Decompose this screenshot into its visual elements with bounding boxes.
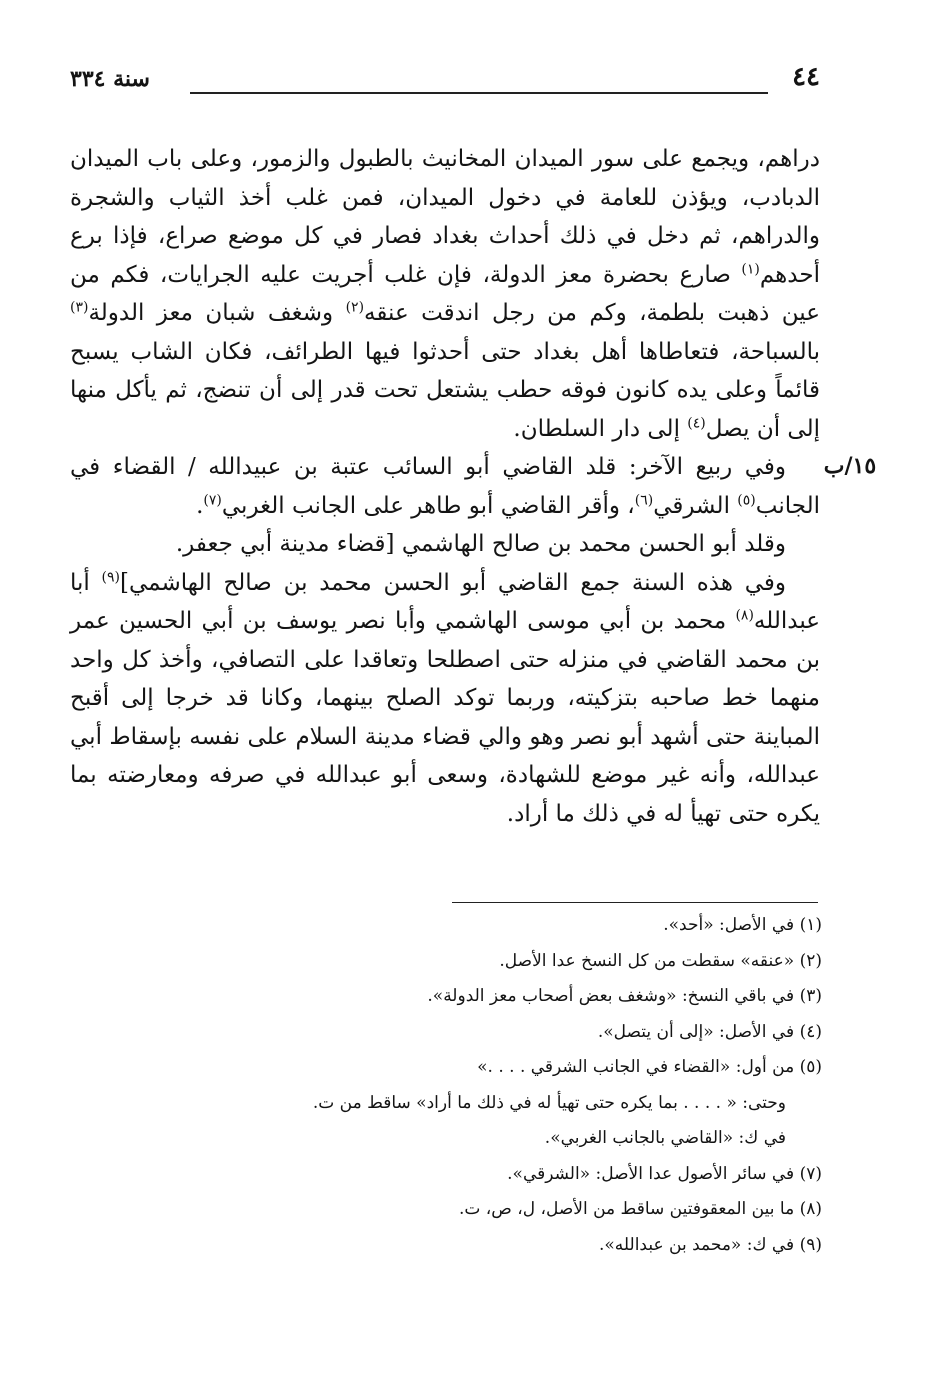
footnote: (٢) «عنقه» سقطت من كل النسخ عدا الأصل. (499, 950, 822, 971)
main-text (70, 140, 820, 833)
header-rule (190, 92, 768, 94)
footnote: (٣) في باقي النسخ: «وشغف بعض أصحاب معز الدولة». (427, 986, 822, 1006)
body-paragraph (70, 448, 820, 525)
text-segment: وشغف شبان معز الدولة (88, 300, 346, 326)
footnote: (٧) في سائر الأصول عدا الأصل: «الشرقي». (507, 1163, 822, 1184)
body-paragraph (70, 525, 820, 564)
footnote-marker: (٩) (101, 568, 120, 585)
text-segment: بالسباحة، فتعاطاها أهل بغداد حتى أحدثوا فيها الطرائف، فكان الشاب يسبح قائماً وعلى يده كانون فوقه حطب يشتعل تحت قدر إلى أن تنضج، ثم يأكل منها إلى أن يصل (70, 338, 820, 442)
text-segment: أبا عبدالله (70, 569, 820, 634)
text-segment: محمد بن أبي موسى الهاشمي وأبا نصر يوسف بن أبي الحسين عمر بن محمد القاضي في منزله حتى اصطلحا وتعاقدا على التصافي، وأخذ كل واحد منهما خط صاحبه بتزكيته، وربما توكد الصلح بينهما، وكانا قد خرجا إلى أقبح المباينة حتى أشهد أبو نصر وهو والي قضاء مدينة السلام على نفسه بإسقاط أبي عبدالله، وأنه غير موضع للشهادة، وسعى أبو عبدالله في صرفه ومعارضته بما يكره حتى تهيأ له في ذلك ما أراد. (70, 608, 820, 827)
footnote-marker: (٢) (345, 299, 365, 316)
text-segment: ، وأقر القاضي أبو طاهر على الجانب الغربي (221, 492, 635, 519)
text-segment: وفي هذه السنة جمع القاضي أبو الحسن محمد بن صالح الهاشمي] (120, 569, 786, 596)
text-segment: وفي ربيع الآخر: قلد القاضي أبو السائب عتبة بن عبيدالله / القضاء في الجانب (70, 454, 820, 519)
footnote: وحتى: « . . . . بما يكره حتى تهيأ له في ذلك ما أراد» ساقط من ت. (312, 1092, 786, 1113)
footnote-marker: (١) (741, 260, 760, 277)
body-paragraph (70, 140, 820, 448)
text-segment: صارع بحضرة معز الدولة، فإن غلب أجريت عليه الجرايات، فكم من عين ذهبت بلطمة، وكم من رجل اندقت عنقه (70, 261, 820, 326)
footnote-marker: (٦) (634, 491, 654, 508)
footnotes (200, 908, 822, 1263)
footnote-marker: (٧) (203, 491, 222, 508)
footnote: (١) في الأصل: «أحد». (663, 915, 822, 935)
text-segment: إلى دار السلطان. (513, 415, 688, 442)
text-segment: وقلد أبو الحسن محمد بن صالح الهاشمي [قضاء مدينة أبي جعفر. (175, 531, 786, 557)
page-number: ٤٤ (792, 62, 820, 92)
page-header (70, 62, 820, 102)
footnote-rule (452, 902, 818, 903)
footnote: (٨) ما بين المعقوفتين ساقط من الأصل، ل، ص، ت. (458, 1199, 822, 1219)
year-label: سنة ٣٣٤ (70, 66, 150, 92)
footnote: في ك: «القاضي بالجانب الغربي». (544, 1128, 786, 1148)
footnote: (٥) من أول: «القضاء في الجانب الشرقي . . . .» (477, 1057, 822, 1077)
footnote-marker: (٤) (687, 414, 706, 431)
text-segment: دراهم، ويجمع على سور الميدان المخانيث بالطبول والزمور، وعلى باب الميدان الدبادب، ويؤذن للعامة في دخول الميدان، فمن غلب أخذ الثياب والشجرة والدراهم، ثم دخل في ذلك أحداث بغداد فصار في كل موضع صراع، فإذا برع أحدهم (70, 146, 820, 288)
text-segment: الشرقي (653, 492, 738, 519)
body-paragraph (70, 564, 820, 834)
footnote: (٤) في الأصل: «إلى أن يتصل». (597, 1021, 822, 1042)
footnote-marker: (٥) (737, 491, 756, 508)
text-segment: . (196, 492, 204, 519)
folio-margin-note: ١٥/ب (823, 453, 877, 479)
footnote-marker: (٨) (735, 607, 754, 624)
footnote: (٩) في ك: «محمد بن عبدالله». (598, 1234, 822, 1255)
footnote-marker: (٣) (70, 299, 89, 316)
